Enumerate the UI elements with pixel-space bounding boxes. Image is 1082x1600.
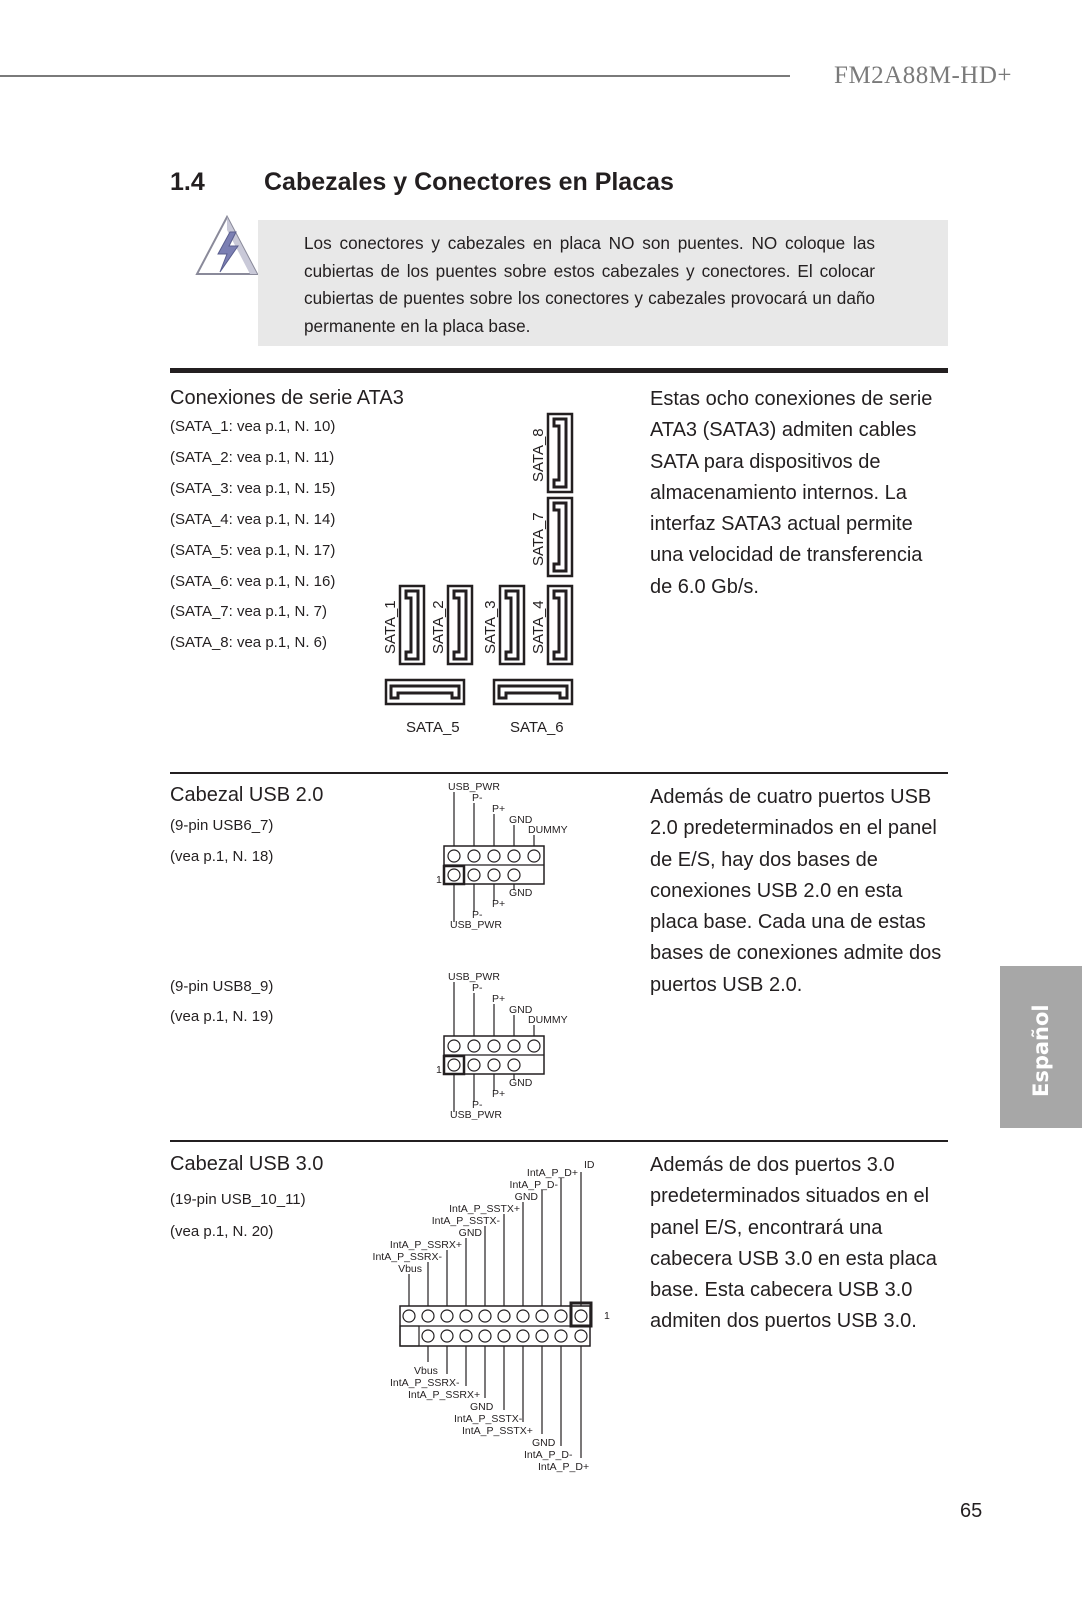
dummy-label: DUMMY [528,1014,568,1026]
sata8-label: SATA_8 [530,428,547,482]
pin1-label: 1 [436,1064,442,1076]
usb3-top-label-4: IntA_P_SSTX+ [449,1203,520,1215]
warning-text: Los conectores y cabezales en placa NO son puentes. NO coloque las cubiertas de los puentes sobre estos cabezales y conectores. El colocar cubiertas de puentes sobre los conectores y cabezales provocará un daño permanente en la placa base. [304,233,875,336]
sata3-connector [500,586,524,664]
p-minus-bottom-label: P- [472,1099,483,1111]
page-number: 65 [960,1500,983,1522]
usb3-bottom-label-4: GND [470,1401,494,1413]
gnd-bottom-label: GND [509,887,533,899]
sata5-label: SATA_5 [406,719,460,736]
p-plus-bottom-label: P+ [492,898,506,910]
usb3-description: Además de dos puertos 3.0 predeterminados situados en el panel E/S, encontrará una cabecera USB 3.0 en esta placa base. Esta cabecera USB 3.0 admiten dos puertos USB 3.0. [650,1154,937,1333]
usb3-pin1-label: 1 [604,1310,610,1322]
p-plus-bottom-label: P+ [492,1088,506,1100]
usb3-bottom-label-3: IntA_P_SSRX+ [408,1389,481,1401]
sata7-label: SATA_7 [530,512,547,566]
sata8-connector [548,414,572,492]
usb3-bottom-label-6: IntA_P_SSTX+ [462,1425,533,1437]
sata-ref-5: (SATA_5: vea p.1, N. 17) [170,542,336,559]
sata7-connector [548,498,572,576]
usb2-title: Cabezal USB 2.0 [170,784,324,806]
p-minus-top-label: P- [472,792,483,804]
p-plus-top-label: P+ [492,993,506,1005]
sata-ref-1: (SATA_1: vea p.1, N. 10) [170,418,336,435]
usb2-header2-ref: (vea p.1, N. 19) [170,1008,274,1025]
usb3-bottom-label-7: GND [532,1437,556,1449]
pin1-label: 1 [436,874,442,886]
section-title: Cabezales y Conectores en Placas [264,168,674,196]
model-name: FM2A88M-HD+ [834,62,1012,89]
section-number: 1.4 [170,168,205,196]
language-tab-label: Español [1029,1004,1053,1097]
sata-ref-7: (SATA_7: vea p.1, N. 7) [170,603,328,620]
sata1-label: SATA_1 [382,600,399,654]
gnd-top-label: GND [509,1004,533,1016]
gnd-bottom-label: GND [509,1077,533,1089]
section-divider [170,368,948,373]
usb-pwr-bottom-label: USB_PWR [450,1109,502,1120]
sata1-connector [400,586,424,664]
usb3-top-label-7: IntA_P_SSRX+ [389,1239,462,1251]
sata-ref-4: (SATA_4: vea p.1, N. 14) [170,511,336,528]
usb3-header-diagram [370,1158,620,1480]
header-rule [0,75,790,77]
sata3-label: SATA_3 [482,600,499,654]
p-minus-bottom-label: P- [472,909,483,921]
dummy-label: DUMMY [528,824,568,836]
sata6-label: SATA_6 [510,719,564,736]
sata-ref-2: (SATA_2: vea p.1, N. 11) [170,449,335,466]
sata4-connector [548,586,572,664]
divider-usb3 [170,1140,948,1142]
sata2-label: SATA_2 [430,600,447,654]
usb3-top-label-5: IntA_P_SSTX- [431,1215,500,1227]
usb3-bottom-label-2: IntA_P_SSRX- [390,1377,460,1389]
gnd-top-label: GND [509,814,533,826]
usb3-bottom-label-1: Vbus [414,1365,438,1377]
sata-ref-3: (SATA_3: vea p.1, N. 15) [170,480,336,497]
usb3-ref: (vea p.1, N. 20) [170,1223,274,1240]
usb-pwr-top-label: USB_PWR [448,781,500,793]
usb2-header1-pins: (9-pin USB6_7) [170,817,274,834]
divider-usb2 [170,772,948,774]
usb2-header1-diagram [430,780,590,930]
sata-ref-8: (SATA_8: vea p.1, N. 6) [170,634,328,651]
usb3-bottom-label-9: IntA_P_D+ [538,1461,590,1473]
p-plus-top-label: P+ [492,803,506,815]
usb3-title: Cabezal USB 3.0 [170,1153,324,1175]
usb2-header2-pins: (9-pin USB8_9) [170,978,274,995]
usb2-header2-diagram [430,970,590,1120]
sata-title: Conexiones de serie ATA3 [170,387,404,409]
usb2-description: Además de cuatro puertos USB 2.0 predeterminados en el panel de E/S, hay dos bases de conexiones USB 2.0 en esta placa base. Cada una de estas bases de conexiones admite dos puertos USB 2.0. [650,786,942,996]
sata4-label: SATA_4 [530,600,547,654]
usb3-top-label-8: IntA_P_SSRX- [372,1251,442,1263]
usb3-top-label-6: GND [458,1227,482,1239]
usb3-top-label-3: GND [514,1191,538,1203]
usb-pwr-top-label: USB_PWR [448,971,500,983]
usb3-id-label: ID [584,1159,595,1171]
sata-description: Estas ocho conexiones de serie ATA3 (SATA3) admiten cables SATA para dispositivos de almacenamiento internos. La interfaz SATA3 actual permite una velocidad de transferencia de 6.0 Gb/s. [650,388,933,598]
sata2-connector [448,586,472,664]
usb3-top-label-9: Vbus [398,1263,422,1275]
sata6-connector [494,680,572,704]
sata-connector-diagram [380,410,590,740]
warning-lightning-icon [194,214,260,278]
sata-ref-6: (SATA_6: vea p.1, N. 16) [170,573,336,590]
usb-pwr-bottom-label: USB_PWR [450,919,502,930]
usb3-pins: (19-pin USB_10_11) [170,1191,306,1208]
sata5-connector [386,680,464,704]
usb3-top-label-2: IntA_P_D- [509,1179,558,1191]
usb2-header1-ref: (vea p.1, N. 18) [170,848,274,865]
p-minus-top-label: P- [472,982,483,994]
usb3-bottom-label-8: IntA_P_D- [524,1449,573,1461]
usb3-top-label-1: IntA_P_D+ [526,1167,578,1179]
usb3-bottom-label-5: IntA_P_SSTX- [454,1413,523,1425]
